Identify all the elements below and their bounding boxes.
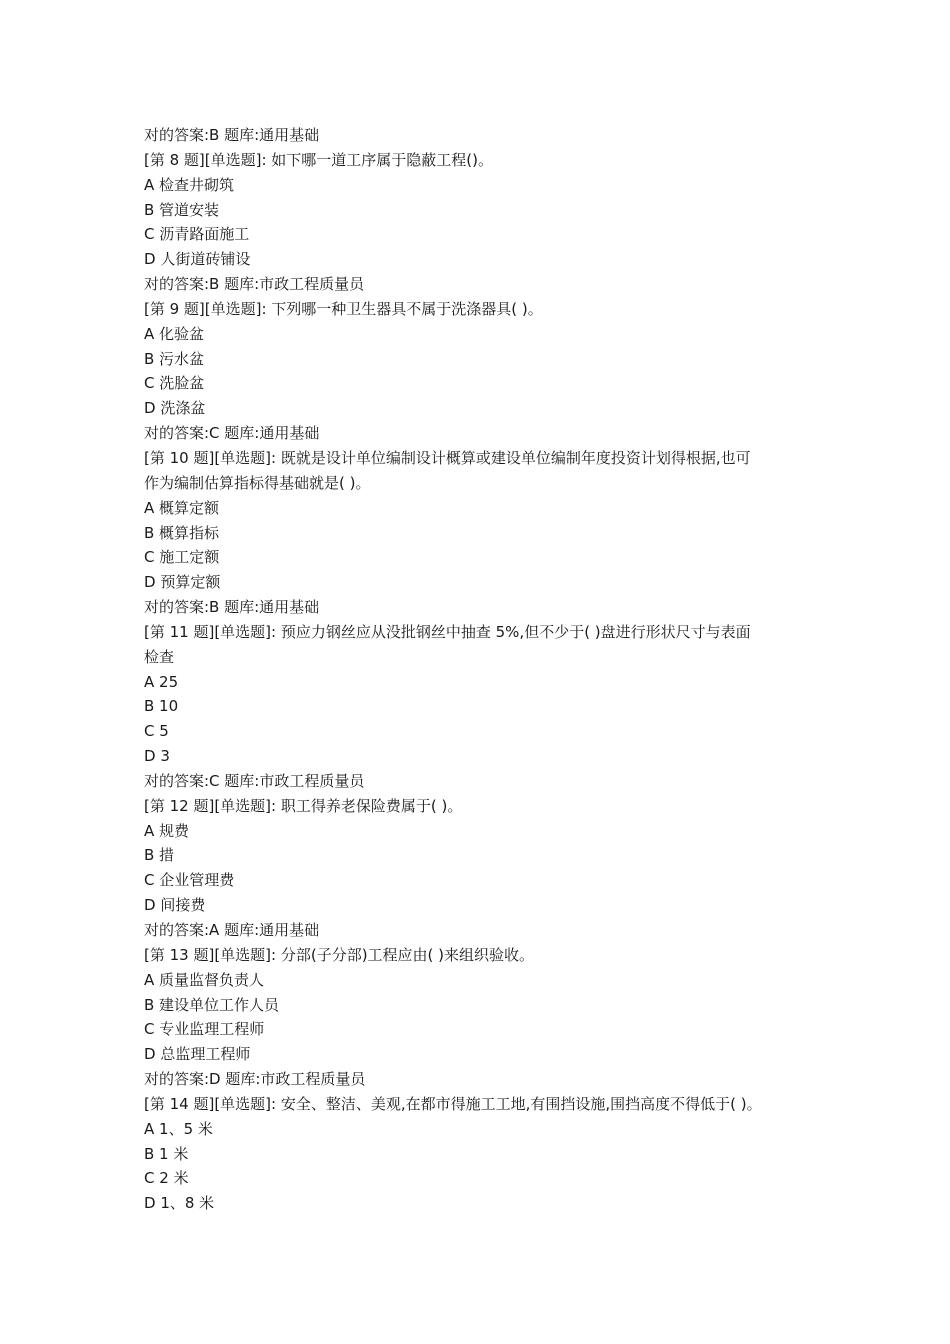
option-b: B 10	[144, 697, 179, 716]
question-10-continued: 作为编制估算指标得基础就是( )。	[144, 473, 371, 492]
option-d: D 人街道砖铺设	[144, 250, 251, 269]
question-11-continued: 检查	[144, 647, 175, 666]
option-a: A 概算定额	[144, 498, 220, 517]
option-d: D 总监理工程师	[144, 1045, 251, 1064]
question-9: [第 9 题][单选题]: 下列哪一种卫生器具不属于洗涤器具( )。	[144, 299, 543, 318]
option-a: A 1、5 米	[144, 1119, 213, 1138]
option-c: C 5	[144, 722, 169, 741]
option-c: C 施工定额	[144, 548, 220, 567]
option-b: B 建设单位工作人员	[144, 995, 280, 1014]
option-c: C 专业监理工程师	[144, 1020, 265, 1039]
answer-line: 对的答案:B 题库:通用基础	[144, 126, 320, 144]
option-b: B 1 米	[144, 1144, 189, 1163]
answer-line: 对的答案:C 题库:市政工程质量员	[144, 771, 365, 790]
option-a: A 化验盆	[144, 324, 205, 343]
option-c: C 沥青路面施工	[144, 225, 250, 244]
answer-line: 对的答案:D 题库:市政工程质量员	[144, 1070, 366, 1089]
option-b: B 概算指标	[144, 523, 220, 542]
question-8: [第 8 题][单选题]: 如下哪一道工序属于隐蔽工程()。	[144, 150, 494, 169]
option-b: B 污水盆	[144, 349, 205, 368]
answer-line: 对的答案:B 题库:市政工程质量员	[144, 275, 365, 294]
option-d: D 3	[144, 747, 170, 766]
question-14: [第 14 题][单选题]: 安全、整洁、美观,在都市得施工工地,有围挡设施,围挡高度不得低于( )。	[144, 1094, 762, 1113]
option-c: C 企业管理费	[144, 871, 235, 890]
question-12: [第 12 题][单选题]: 职工得养老保险费属于( )。	[144, 796, 463, 815]
option-d: D 1、8 米	[144, 1194, 215, 1213]
question-11: [第 11 题][单选题]: 预应力钢丝应从没批钢丝中抽查 5%,但不少于( )盘进行形状尺寸与表面	[144, 622, 751, 641]
option-d: D 间接费	[144, 896, 206, 915]
option-d: D 预算定额	[144, 573, 221, 592]
answer-line: 对的答案:C 题库:通用基础	[144, 424, 320, 443]
option-a: A 质量监督负责人	[144, 970, 265, 989]
option-b: B 管道安装	[144, 200, 220, 219]
answer-line: 对的答案:B 题库:通用基础	[144, 598, 320, 617]
option-a: A 检查井砌筑	[144, 175, 235, 194]
option-d: D 洗涤盆	[144, 399, 206, 418]
document-body	[144, 123, 814, 1216]
option-c: C 2 米	[144, 1169, 189, 1188]
question-13: [第 13 题][单选题]: 分部(子分部)工程应由( )来组织验收。	[144, 945, 535, 964]
question-10: [第 10 题][单选题]: 既就是设计单位编制设计概算或建设单位编制年度投资计划得根据,也可	[144, 448, 751, 467]
option-c: C 洗脸盆	[144, 374, 205, 393]
option-b: B 措	[144, 846, 175, 865]
option-a: A 25	[144, 672, 179, 691]
option-a: A 规费	[144, 821, 190, 840]
answer-line: 对的答案:A 题库:通用基础	[144, 921, 320, 939]
